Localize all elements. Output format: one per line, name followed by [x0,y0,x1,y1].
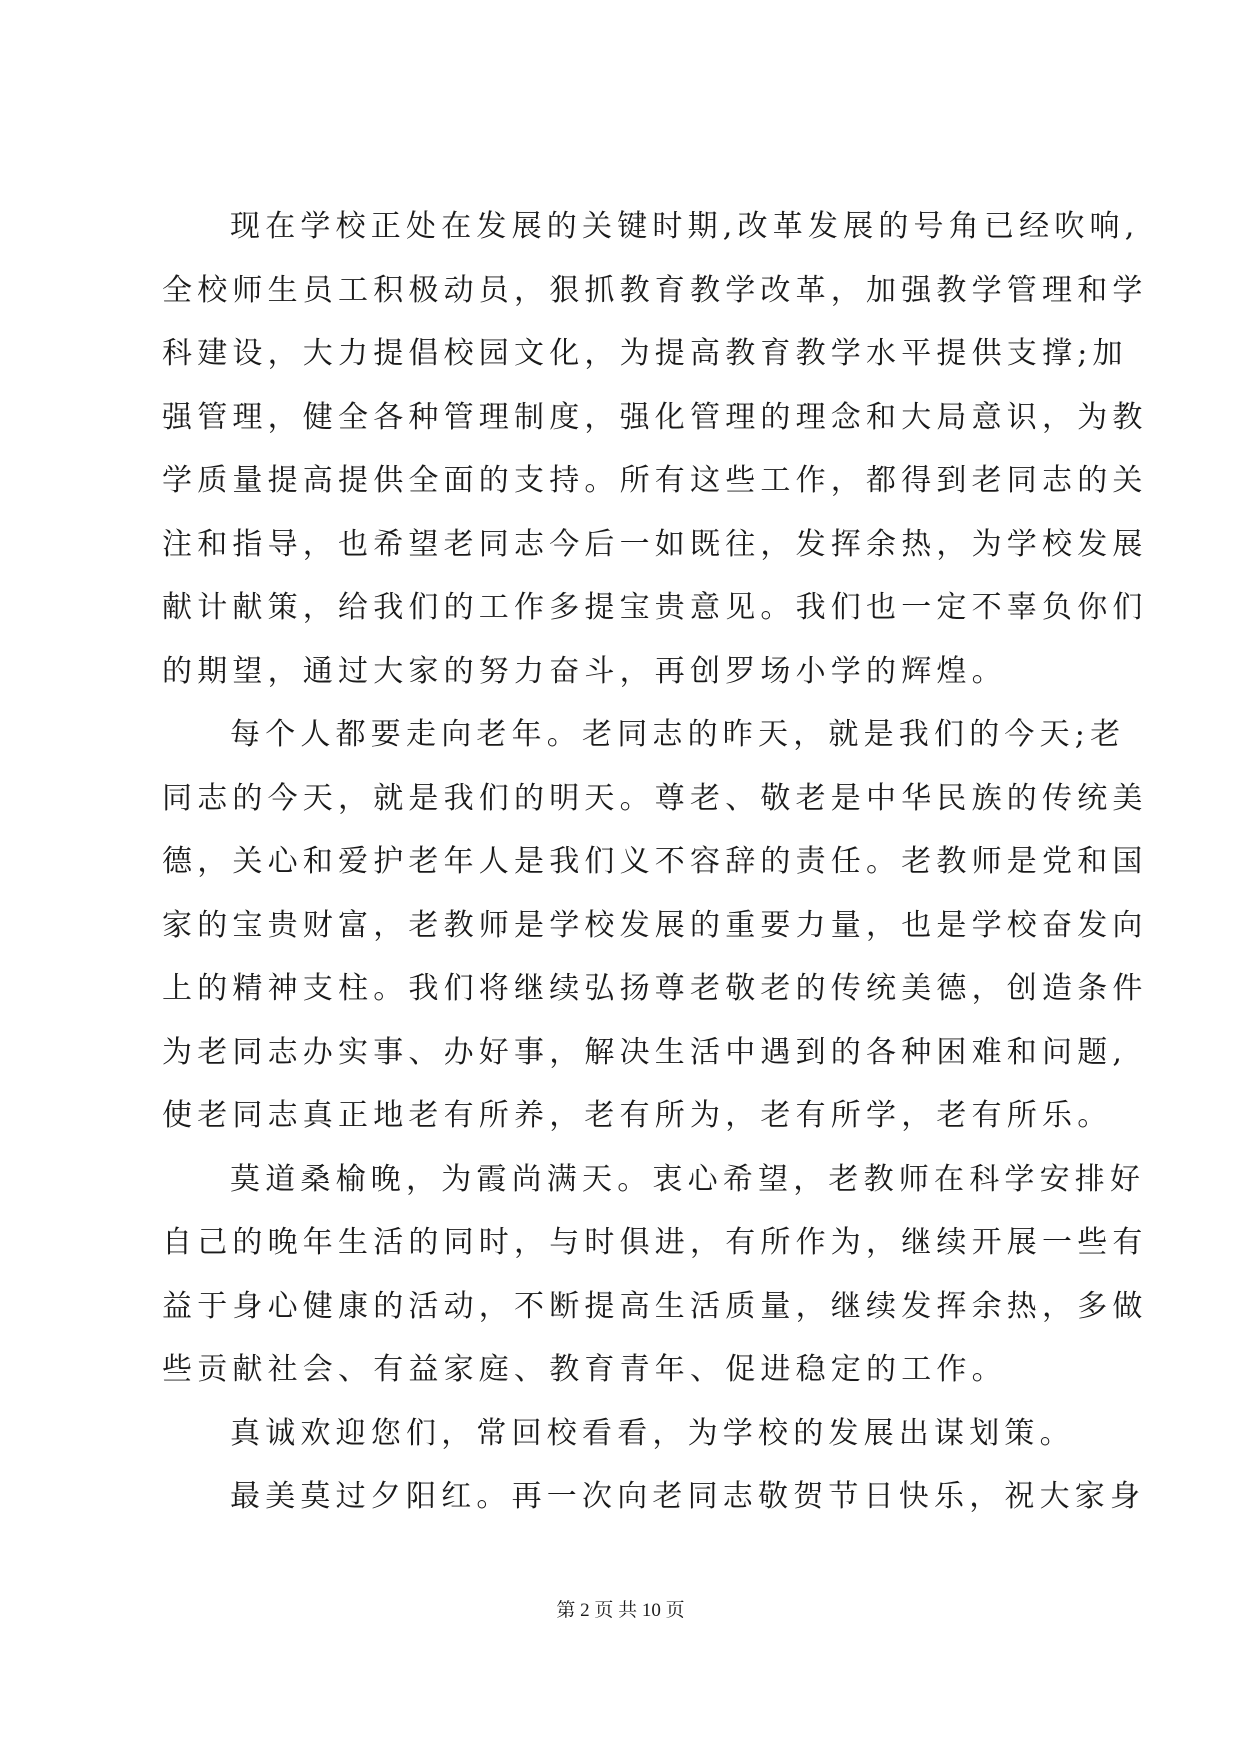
text-line: 莫道桑榆晚，为霞尚满天。衷心希望，老教师在科学安排好 [230,1161,1146,1197]
text-line: 科建设，大力提倡校园文化，为提高教育教学水平提供支撑;加 [162,336,1128,371]
text-line: 学质量提高提供全面的支持。所有这些工作，都得到老同志的关 [162,463,1148,498]
text-line: 强管理，健全各种管理制度，强化管理的理念和大局意识，为教 [162,399,1148,435]
text-line: 使老同志真正地老有所养，老有所为，老有所学，老有所乐。 [162,1098,1113,1133]
text-line: 益于身心健康的活动，不断提高生活质量，继续发挥余热，多做 [162,1288,1148,1324]
text-line: 同志的今天，就是我们的明天。尊老、敬老是中华民族的传统美 [162,780,1148,816]
text-line: 全校师生员工积极动员，狠抓教育教学改革，加强教学管理和学 [162,272,1148,308]
text-line: 献计献策，给我们的工作多提宝贵意见。我们也一定不辜负你们 [162,590,1148,625]
text-line: 上的精神支柱。我们将继续弘扬尊老敬老的传统美德，创造条件 [162,971,1148,1006]
page-number-footer: 第 2 页 共 10 页 [556,1600,685,1621]
text-line: 每个人都要走向老年。老同志的昨天，就是我们的今天;老 [230,717,1126,752]
text-line: 真诚欢迎您们，常回校看看，为学校的发展出谋划策。 [230,1415,1075,1451]
text-line: 自己的晚年生活的同时，与时俱进，有所作为，继续开展一些有 [162,1225,1148,1260]
text-line: 德，关心和爱护老年人是我们义不容辞的责任。老教师是党和国 [162,844,1148,879]
text-line: 的期望，通过大家的努力奋斗，再创罗场小学的辉煌。 [162,653,1007,689]
text-line: 些贡献社会、有益家庭、教育青年、促进稳定的工作。 [162,1352,1007,1387]
text-line: 注和指导，也希望老同志今后一如既往，发挥余热，为学校发展 [162,526,1148,562]
text-line: 家的宝贵财富，老教师是学校发展的重要力量，也是学校奋发向 [162,907,1148,943]
text-line: 现在学校正处在发展的关键时期,改革发展的号角已经吹响, [230,209,1140,244]
document-body [162,195,1148,1529]
text-line: 为老同志办实事、办好事，解决生活中遇到的各种困难和问题, [162,1034,1128,1070]
text-line: 最美莫过夕阳红。再一次向老同志敬贺节日快乐，祝大家身 [230,1479,1146,1514]
